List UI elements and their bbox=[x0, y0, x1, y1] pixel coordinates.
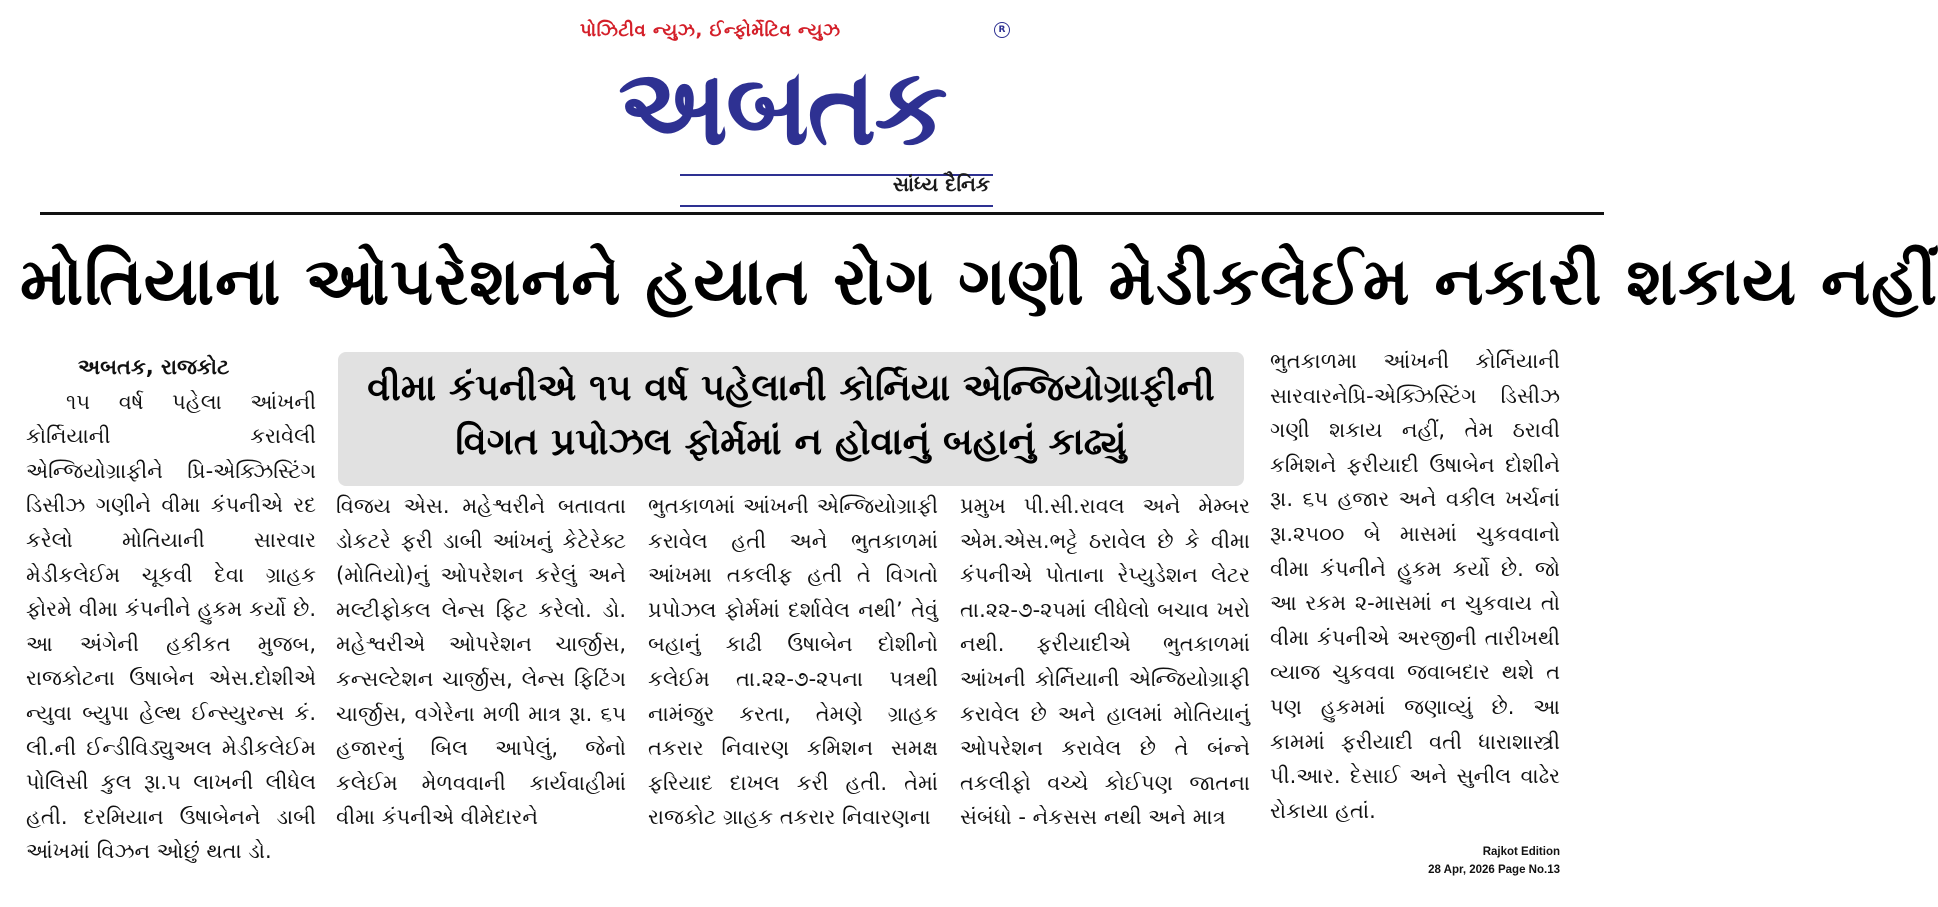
headline-top-rule bbox=[40, 212, 1604, 215]
article-column-5 bbox=[1270, 344, 1560, 828]
registered-mark-icon: R bbox=[994, 22, 1010, 38]
article-column-1 bbox=[26, 350, 316, 869]
masthead-subtitle: સાંધ્ય દૈનિક bbox=[892, 172, 990, 196]
article-column-4 bbox=[960, 489, 1250, 835]
article-column-5-text: ભુતકાળમા આંખની કોર્નિયાની સારવારનેપ્રિ-એક્ઝિસ્ટિંગ ડિસીઝ ગણી શકાય નહીં, તેમ ઠરાવી કમિશને ફરીયાદી ઉષાબેન દોશીને રૂા. ૬૫ હજાર અને વકીલ ખર્ચનાં રૂા.૨૫૦૦ બે માસમાં ચુકવવાનો વીમા કંપનીને હુકમ કર્યો છે. જો આ રકમ ૨-માસમાં ન ચુકવાય તો વીમા કંપનીએ અરજીની તારીખથી વ્યાજ ચુકવવા જવાબદાર થશે ત પણ હુકમમાં જણાવ્યું છે. આ કામમાં ફરીયાદી વતી ધારાશાસ્ત્રી પી.આર. દેસાઈ અને સુનીલ વાઢેર રોકાયા હતાં. bbox=[1270, 349, 1560, 823]
article-column-3-text: ભુતકાળમાં આંખની એન્જિયોગ્રાફી કરાવેલ હતી અને ભુતકાળમાં આંખમા તકલીફ હતી તે વિગતો પ્રપોઝલ ફોર્મમાં દર્શાવેલ નથી’ તેવું બહાનું કાઢી ઉષાબેન દોશીનો કલેઈમ તા.૨૨-૭-૨૫ના પત્રથી નામંજુર કરતા, તેમણે ગ્રાહક તકરાર નિવારણ કમિશન સમક્ષ ફરિયાદ દાખલ કરી હતી. તેમાં રાજકોટ ગ્રાહક તકરાર નિવારણના bbox=[648, 494, 938, 830]
edition-name: Rajkot Edition bbox=[1482, 846, 1560, 858]
subtitle-underline bbox=[680, 205, 993, 207]
article-column-3 bbox=[648, 489, 938, 835]
article-column-2 bbox=[336, 489, 626, 835]
masthead-tagline: પોઝિટીવ ન્યુઝ, ઈન્ફોર્મેટિવ ન્યુઝ bbox=[580, 20, 841, 41]
masthead bbox=[560, 14, 1010, 204]
article-column-2-text: વિજય એસ. મહેશ્વરીને બતાવતા ડોકટરે ફરી ડાબી આંખનું કેટેરેક્ટ (મોતિયો)નું ઓપરેશન કરેલું અને મલ્ટીફોકલ લેન્સ ફિટ કરેલો. ડો. મહેશ્વરીએ ઓપરેશન ચાર્જીસ, કન્સલ્ટેશન ચાર્જીસ, લેન્સ ફિટિંગ ચાર્જીસ, વગેરેના મળી માત્ર રૂા. ૬૫ હજારનું બિલ આપેલું, જેનો કલેઈમ મેળવવાની કાર્યવાહીમાં વીમા કંપનીએ વીમેદારને bbox=[336, 494, 626, 830]
edition-footer bbox=[1428, 843, 1560, 879]
edition-date-page: 28 Apr, 2026 Page No.13 bbox=[1428, 864, 1560, 876]
article-dateline: અબતક, રાજકોટ bbox=[78, 355, 230, 379]
article-column-1-text: ૧૫ વર્ષ પહેલા આંખની કોર્નિયાની કરાવેલી એન્જિયોગ્રાફીને પ્રિ-એક્ઝિસ્ટિંગ ડિસીઝ ગણીને વીમા કંપનીએ રદ કરેલો મોતિયાની સારવાર મેડીકલેઈમ ચૂકવી દેવા ગ્રાહક ફોરમે વીમા કંપનીને હુકમ કર્યો છે. આ અંગેની હકીકત મુજબ, રાજકોટના ઉષાબેન એસ.દોશીએ ન્યુવા બ્યુપા હેલ્થ ઈન્સ્યુરન્સ કં. લી.ની ઈન્ડીવિડ્યુઅલ મેડીકલેઈમ પોલિસી કુલ રૂા.૫ લાખની લીધેલ હતી. દરમિયાન ઉષાબેનને ડાબી આંખમાં વિઝન ઓછું થતા ડો. bbox=[26, 389, 316, 864]
subheadline-box bbox=[338, 352, 1244, 486]
newspaper-logo: અબતક bbox=[618, 44, 946, 170]
article-column-4-text: પ્રમુખ પી.સી.રાવલ અને મેમ્બર એમ.એસ.ભટ્ટે ઠરાવેલ છે કે વીમા કંપનીએ પોતાના રેપ્યુડેશન લેટર તા.૨૨-૭-૨૫માં લીધેલો બચાવ ખરો નથી. ફરીયાદીએ ભુતકાળમાં આંખની કોર્નિયાની એન્જિયોગ્રાફી કરાવેલ છે અને હાલમાં મોતિયાનું ઓપરેશન કરાવેલ છે તે બંન્ને તકલીફો વચ્ચે કોઈપણ જાતના સંબંધો - નેકસસ નથી અને માત્ર bbox=[960, 494, 1250, 830]
article-headline: મોતિયાના ઓપરેશનને હયાત રોગ ગણી મેડીકલેઈમ નકારી શકાય નહીં bbox=[20, 243, 1938, 320]
subheadline-line-2: વિગત પ્રપોઝલ ફોર્મમાં ન હોવાનું બહાનું કાઢ્યું bbox=[455, 420, 1127, 463]
subheadline-line-1: વીમા કંપનીએ ૧૫ વર્ષ પહેલાની કોર્નિયા એન્જિયોગ્રાફીની bbox=[367, 366, 1215, 409]
